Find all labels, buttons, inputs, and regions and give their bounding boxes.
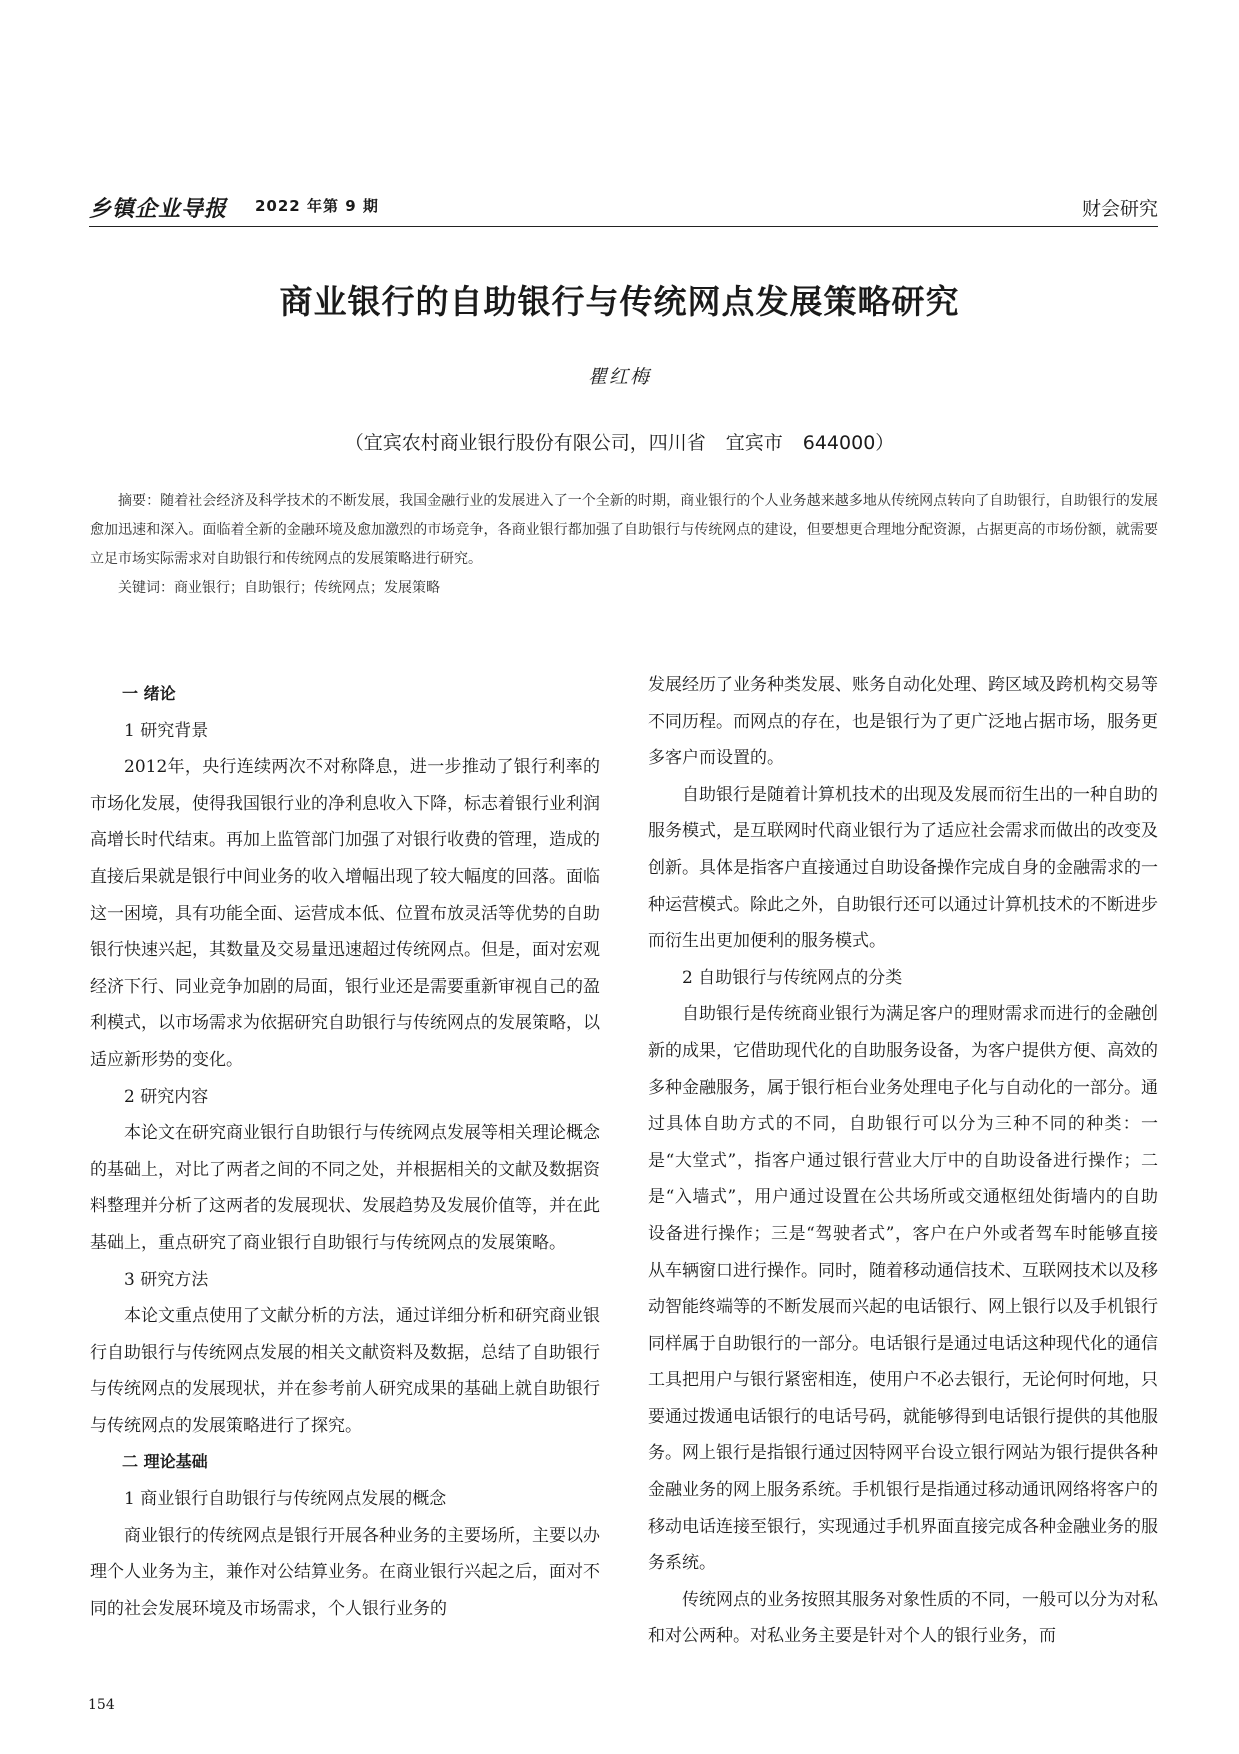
body-paragraph: 2012年，央行连续两次不对称降息，进一步推动了银行利率的市场化发展，使得我国银行业的净利息收入下降，标志着银行业利润高增长时代结束。再加上监管部门加强了对银行收费的管理，造成的直接后果就是银行中间业务的收入增幅出现了较大幅度的回落。面临这一困境，具有功能全面、运营成本低、位置布放灵活等优势的自助银行快速兴起，其数量及交易量迅速超过传统网点。但是，面对宏观经济下行、同业竞争加剧的局面，银行业还是需要重新审视自己的盈利模式，以市场需求为依据研究自助银行与传统网点的发展策略，以适应新形势的变化。 (90, 757, 600, 1070)
running-header (89, 192, 1158, 226)
issue-number: 2022 年第 9 期 (255, 197, 379, 215)
header-rule (89, 226, 1158, 227)
subsection-heading: 2 研究内容 (124, 1086, 209, 1107)
subsection-heading: 1 研究背景 (124, 720, 209, 741)
body-paragraph: 商业银行的传统网点是银行开展各种业务的主要场所，主要以办理个人业务为主，兼作对公结算业务。在商业银行兴起之后，面对不同的社会发展环境及市场需求，个人银行业务的 (90, 1525, 600, 1619)
body-paragraph: 传统网点的业务按照其服务对象性质的不同，一般可以分为对私和对公两种。对私业务主要是针对个人的银行业务，而 (648, 1589, 1158, 1647)
subsection-heading: 3 研究方法 (124, 1269, 209, 1290)
affiliation-org: （宜宾农村商业银行股份有限公司，四川省 (344, 432, 706, 454)
body-paragraph: 自助银行是传统商业银行为满足客户的理财需求而进行的金融创新的成果，它借助现代化的自助服务设备，为客户提供方便、高效的多种金融服务，属于银行柜台业务处理电子化与自动化的一部分。通过具体自助方式的不同，自助银行可以分为三种不同的种类：一是“大堂式”，指客户通过银行营业大厅中的自助设备进行操作；二是“入墙式”，用户通过设置在公共场所或交通枢纽处街墙内的自助设备进行操作；三是“驾驶者式”，客户在户外或者驾车时能够直接从车辆窗口进行操作。同时，随着移动通信技术、互联网技术以及移动智能终端等的不断发展而兴起的电话银行、网上银行以及手机银行同样属于自助银行的一部分。电话银行是通过电话这种现代化的通信工具把用户与银行紧密相连，使用户不必去银行，无论何时何地，只要通过拨通电话银行的电话号码，就能够得到电话银行提供的其他服务。网上银行是指银行通过因特网平台设立银行网站为银行提供各种金融业务的网上服务系统。手机银行是指通过移动通讯网络将客户的移动电话连接至银行，实现通过手机界面直接完成各种金融业务的服务系统。 (648, 1004, 1158, 1574)
keywords: 关键词：商业银行；自助银行；传统网点；发展策略 (118, 580, 440, 596)
left-column (90, 676, 600, 1627)
page-number: 154 (88, 1697, 115, 1713)
journal-name: 乡镇企业导报 (89, 197, 228, 222)
abstract-text: 摘要：随着社会经济及科学技术的不断发展，我国金融行业的发展进入了一个全新的时期，商业银行的个人业务越来越多地从传统网点转向了自助银行，自助银行的发展愈加迅速和深入。面临着全新的金融环境及愈加激烈的市场竞争，各商业银行都加强了自助银行与传统网点的建设，但要想更合理地分配资源，占据更高的市场份额，就需要立足市场实际需求对自助银行和传统网点的发展策略进行研究。 (90, 493, 1158, 567)
body-paragraph: 本论文重点使用了文献分析的方法，通过详细分析和研究商业银行自助银行与传统网点发展的相关文献资料及数据，总结了自助银行与传统网点的发展现状，并在参考前人研究成果的基础上就自助银行与传统网点的发展策略进行了探究。 (90, 1306, 600, 1436)
article-title: 商业银行的自助银行与传统网点发展策略研究 (279, 282, 960, 321)
body-paragraph: 本论文在研究商业银行自助银行与传统网点发展等相关理论概念的基础上，对比了两者之间的不同之处，并根据相关的文献及数据资料整理并分析了这两者的发展现状、发展趋势及发展价值等，并在此基础上，重点研究了商业银行自助银行与传统网点的发展策略。 (90, 1123, 600, 1253)
abstract-block (90, 487, 1158, 603)
body-paragraph-continued: 发展经历了业务种类发展、账务自动化处理、跨区域及跨机构交易等不同历程。而网点的存在，也是银行为了更广泛地占据市场，服务更多客户而设置的。 (648, 675, 1158, 769)
affiliation-postcode: 644000） (802, 432, 895, 454)
author-name: 瞿红梅 (587, 366, 651, 388)
author-affiliation (0, 428, 1239, 455)
affiliation-city: 宜宾市 (725, 432, 783, 454)
subsection-heading: 1 商业银行自助银行与传统网点发展的概念 (124, 1489, 447, 1510)
right-column (648, 667, 1158, 1655)
section-heading: 一 绪论 (122, 684, 176, 703)
subsection-heading: 2 自助银行与传统网点的分类 (682, 967, 903, 988)
section-heading: 二 理论基础 (122, 1452, 208, 1472)
section-tag: 财会研究 (1081, 198, 1158, 220)
body-paragraph: 自助银行是随着计算机技术的出现及发展而衍生出的一种自助的服务模式，是互联网时代商业银行为了适应社会需求而做出的改变及创新。具体是指客户直接通过自助设备操作完成自身的金融需求的一种运营模式。除此之外，自助银行还可以通过计算机技术的不断进步而衍生出更加便利的服务模式。 (648, 784, 1158, 952)
